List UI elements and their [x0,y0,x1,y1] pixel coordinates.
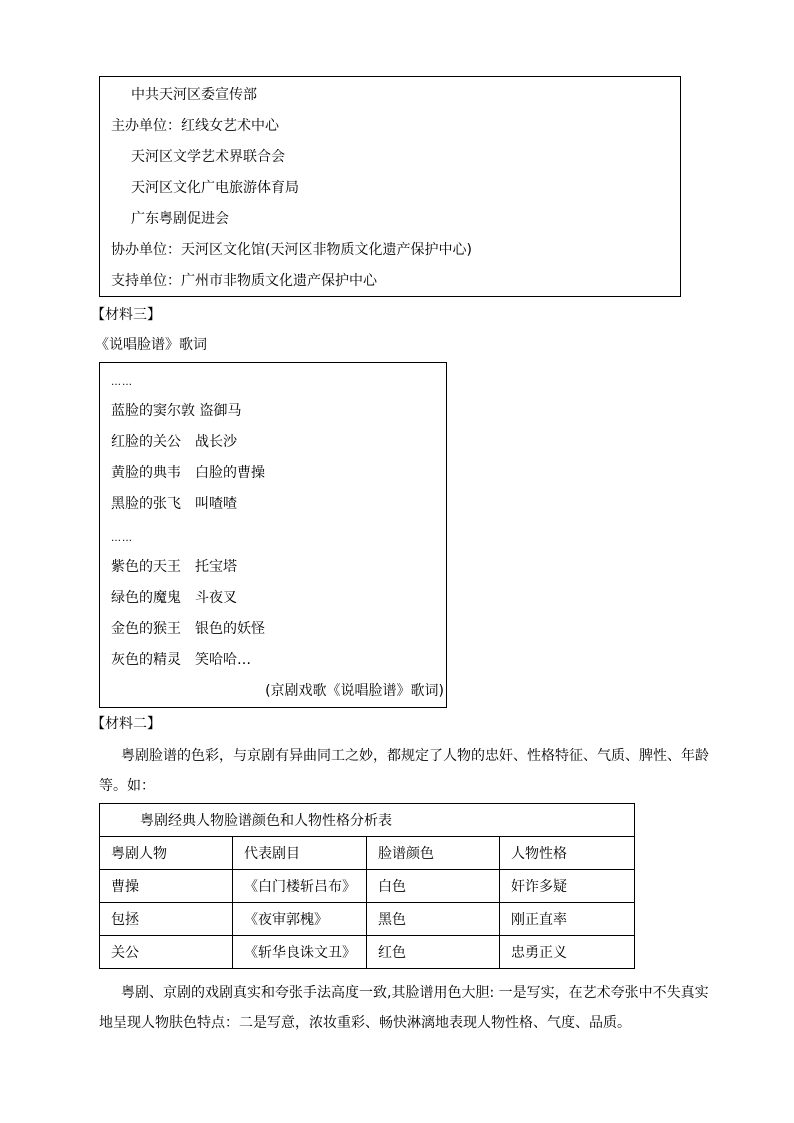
lyric-line: …… [111,533,133,544]
organizer-line: 广东粤剧促进会 [131,211,229,227]
table-cell: 《白门楼斩吕布》 [233,870,367,903]
material3-label: 【材料三】 [91,307,161,323]
table-cell: 黑色 [367,903,500,936]
table-cell: 忠勇正义 [500,936,635,969]
table-header: 人物性格 [500,837,635,870]
lyric-line: 蓝脸的窦尔敦 盗御马 [111,403,242,419]
organizer-line: 主办单位：红线女艺术中心 [111,118,279,134]
organizer-line: 中共天河区委宣传部 [131,87,257,103]
organizer-line: 协办单位：天河区文化馆(天河区非物质文化遗产保护中心) [111,242,472,258]
table-cell: 关公 [100,936,233,969]
table-row [100,903,635,936]
table-cell: 曹操 [100,870,233,903]
table-header: 脸谱颜色 [367,837,500,870]
table-row [100,936,635,969]
table-header: 粤剧人物 [100,837,233,870]
lyrics-title: 《说唱脸谱》歌词 [95,337,207,353]
table-cell: 刚正直率 [500,903,635,936]
lyrics-source: (京剧戏歌《说唱脸谱》歌词) [265,683,444,699]
table-cell: 红色 [367,936,500,969]
organizer-line: 支持单位：广州市非物质文化遗产保护中心 [111,273,377,289]
table-header-row [100,837,635,870]
table-cell: 《夜审郭槐》 [233,903,367,936]
table-row [100,870,635,903]
table-cell: 包拯 [100,903,233,936]
intro-paragraph: 粤剧脸谱的色彩，与京剧有异曲同工之妙，都规定了人物的忠奸、性格特征、气质、脾性、年龄等。如： [99,748,709,794]
lyric-line: 黄脸的典韦 白脸的曹操 [111,465,265,481]
lyric-line: 绿色的魔鬼 斗夜叉 [111,590,237,606]
organizer-line: 天河区文学艺术界联合会 [131,149,285,165]
table-caption: 粤剧经典人物脸谱颜色和人物性格分析表 [100,804,635,837]
organizer-line: 天河区文化广电旅游体育局 [131,180,299,196]
lyric-line: 红脸的关公 战长沙 [111,434,237,450]
table-caption-row [100,804,635,837]
lyrics-box [99,362,447,708]
lyric-line: 黑脸的张飞 叫喳喳 [111,496,237,512]
face-color-table [99,803,635,969]
lyric-line: 灰色的精灵 笑哈哈… [111,652,251,668]
table-cell: 白色 [367,870,500,903]
table-header: 代表剧目 [233,837,367,870]
lyric-line: 金色的猴王 银色的妖怪 [111,621,265,637]
material2-label: 【材料二】 [91,716,161,732]
table-cell: 奸诈多疑 [500,870,635,903]
table-cell: 《斩华良诛文丑》 [233,936,367,969]
lyric-line: …… [111,377,133,388]
organizer-box [99,76,681,297]
conclusion-paragraph: 粤剧、京剧的戏剧真实和夸张手法高度一致,其脸谱用色大胆: 一是写实，在艺术夸张中不失真实地呈现人物肤色特点：二是写意，浓妆重彩、畅快淋漓地表现人物性格、气度、品质。 [99,985,709,1031]
lyric-line: 紫色的天王 托宝塔 [111,559,237,575]
